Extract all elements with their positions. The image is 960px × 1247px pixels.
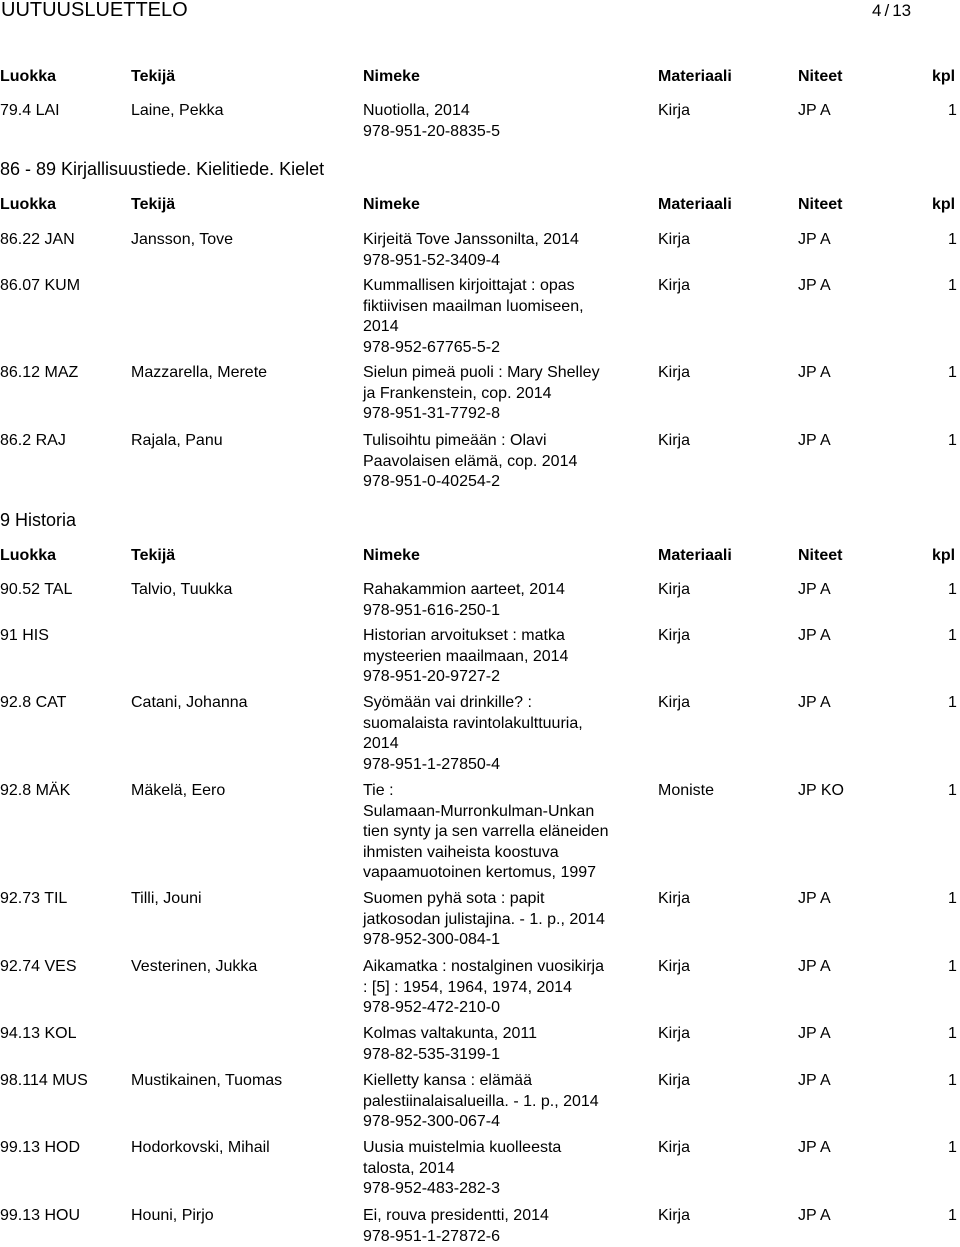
cell-kpl: 1 [948, 1206, 957, 1227]
cell-nimeke [363, 230, 663, 271]
cell-tekija: Mustikainen, Tuomas [131, 1071, 282, 1092]
column-header-niteet: Niteet [798, 194, 842, 216]
cell-materiaali: Kirja [658, 1024, 690, 1045]
cell-materiaali: Moniste [658, 781, 714, 802]
cell-niteet: JP A [798, 1206, 831, 1227]
cell-nimeke-line: Kielletty kansa : elämää [363, 1071, 663, 1092]
cell-nimeke-line: tien synty ja sen varrella eläneiden [363, 822, 663, 843]
cell-kpl: 1 [948, 626, 957, 647]
cell-nimeke-line: suomalaista ravintolakulttuuria, [363, 714, 663, 735]
column-header-row [0, 545, 960, 567]
cell-luokka: 86.07 KUM [0, 276, 80, 297]
cell-nimeke [363, 431, 663, 493]
cell-nimeke-line: Nuotiolla, 2014 [363, 101, 663, 122]
cell-nimeke [363, 889, 663, 951]
cell-materiaali: Kirja [658, 363, 690, 384]
column-header-kpl: kpl [932, 66, 955, 88]
cell-niteet: JP A [798, 276, 831, 297]
cell-luokka: 92.8 MÄK [0, 781, 70, 802]
column-header-row [0, 66, 960, 88]
cell-materiaali: Kirja [658, 230, 690, 251]
cell-materiaali: Kirja [658, 693, 690, 714]
cell-tekija: Vesterinen, Jukka [131, 957, 257, 978]
cell-nimeke-line: mysteerien maailmaan, 2014 [363, 647, 663, 668]
cell-materiaali: Kirja [658, 580, 690, 601]
cell-materiaali: Kirja [658, 957, 690, 978]
cell-kpl: 1 [948, 101, 957, 122]
cell-kpl: 1 [948, 957, 957, 978]
column-header-kpl: kpl [932, 194, 955, 216]
cell-materiaali: Kirja [658, 626, 690, 647]
cell-tekija: Catani, Johanna [131, 693, 248, 714]
cell-kpl: 1 [948, 1071, 957, 1092]
section-title: 9 Historia [0, 509, 76, 531]
cell-kpl: 1 [948, 889, 957, 910]
cell-nimeke-line: Aikamatka : nostalginen vuosikirja [363, 957, 663, 978]
cell-niteet: JP A [798, 1138, 831, 1159]
column-header-tekija: Tekijä [131, 66, 175, 88]
cell-niteet: JP A [798, 1071, 831, 1092]
cell-niteet: JP A [798, 580, 831, 601]
cell-kpl: 1 [948, 431, 957, 452]
column-header-luokka: Luokka [0, 66, 56, 88]
section-title: 86 - 89 Kirjallisuustiede. Kielitiede. Kielet [0, 158, 324, 180]
column-header-niteet: Niteet [798, 66, 842, 88]
column-header-materiaali: Materiaali [658, 194, 732, 216]
column-header-tekija: Tekijä [131, 545, 175, 567]
cell-materiaali: Kirja [658, 431, 690, 452]
cell-materiaali: Kirja [658, 276, 690, 297]
column-header-kpl: kpl [932, 545, 955, 567]
cell-nimeke [363, 626, 663, 688]
cell-nimeke-line: 2014 [363, 317, 663, 338]
cell-nimeke-line: 978-952-472-210-0 [363, 998, 663, 1019]
document-title: UUTUUSLUETTELO [1, 0, 188, 22]
cell-nimeke-line: Uusia muistelmia kuolleesta [363, 1138, 663, 1159]
cell-luokka: 86.22 JAN [0, 230, 75, 251]
cell-nimeke-line: Kummallisen kirjoittajat : opas [363, 276, 663, 297]
cell-tekija: Hodorkovski, Mihail [131, 1138, 270, 1159]
cell-luokka: 98.114 MUS [0, 1071, 88, 1092]
cell-nimeke-line: 978-951-1-27850-4 [363, 755, 663, 776]
cell-nimeke-line: Historian arvoitukset : matka [363, 626, 663, 647]
page-number [872, 0, 911, 22]
cell-nimeke [363, 1071, 663, 1133]
page-current: 4 [872, 1, 881, 20]
cell-luokka: 79.4 LAI [0, 101, 60, 122]
cell-kpl: 1 [948, 230, 957, 251]
column-header-luokka: Luokka [0, 194, 56, 216]
cell-kpl: 1 [948, 781, 957, 802]
cell-tekija: Rajala, Panu [131, 431, 223, 452]
cell-tekija: Jansson, Tove [131, 230, 233, 251]
page-total: 13 [892, 1, 911, 20]
cell-materiaali: Kirja [658, 1138, 690, 1159]
cell-nimeke-line: vapaamuotoinen kertomus, 1997 [363, 863, 663, 884]
cell-nimeke-line: jatkosodan julistajina. - 1. p., 2014 [363, 910, 663, 931]
cell-niteet: JP A [798, 1024, 831, 1045]
cell-luokka: 99.13 HOD [0, 1138, 80, 1159]
cell-nimeke [363, 101, 663, 142]
cell-kpl: 1 [948, 363, 957, 384]
cell-tekija: Mazzarella, Merete [131, 363, 267, 384]
cell-nimeke-line: 978-951-0-40254-2 [363, 472, 663, 493]
cell-nimeke-line: ihmisten vaiheista koostuva [363, 843, 663, 864]
cell-tekija: Mäkelä, Eero [131, 781, 225, 802]
cell-nimeke-line: 978-951-52-3409-4 [363, 251, 663, 272]
cell-nimeke-line: 2014 [363, 734, 663, 755]
cell-nimeke-line: Sulamaan-Murronkulman-Unkan [363, 802, 663, 823]
cell-luokka: 91 HIS [0, 626, 49, 647]
cell-kpl: 1 [948, 693, 957, 714]
column-header-nimeke: Nimeke [363, 545, 663, 567]
cell-niteet: JP A [798, 431, 831, 452]
cell-materiaali: Kirja [658, 101, 690, 122]
cell-nimeke-line: fiktiivisen maailman luomiseen, [363, 297, 663, 318]
cell-niteet: JP A [798, 101, 831, 122]
cell-nimeke-line: 978-951-616-250-1 [363, 601, 663, 622]
cell-nimeke [363, 693, 663, 775]
column-header-luokka: Luokka [0, 545, 56, 567]
cell-nimeke-line: 978-952-67765-5-2 [363, 338, 663, 359]
cell-nimeke-line: : [5] : 1954, 1964, 1974, 2014 [363, 978, 663, 999]
cell-nimeke [363, 1138, 663, 1200]
cell-nimeke-line: Paavolaisen elämä, cop. 2014 [363, 452, 663, 473]
cell-kpl: 1 [948, 580, 957, 601]
cell-niteet: JP A [798, 693, 831, 714]
cell-luokka: 92.74 VES [0, 957, 77, 978]
cell-nimeke-line: Rahakammion aarteet, 2014 [363, 580, 663, 601]
cell-nimeke [363, 1206, 663, 1247]
page-separator: / [884, 1, 889, 20]
cell-nimeke-line: palestiinalaisalueilla. - 1. p., 2014 [363, 1092, 663, 1113]
cell-luokka: 92.73 TIL [0, 889, 67, 910]
cell-nimeke-line: 978-952-300-067-4 [363, 1112, 663, 1133]
column-header-nimeke: Nimeke [363, 66, 663, 88]
column-header-materiaali: Materiaali [658, 66, 732, 88]
cell-luokka: 94.13 KOL [0, 1024, 77, 1045]
cell-niteet: JP KO [798, 781, 844, 802]
cell-niteet: JP A [798, 363, 831, 384]
cell-nimeke-line: ja Frankenstein, cop. 2014 [363, 384, 663, 405]
cell-tekija: Tilli, Jouni [131, 889, 202, 910]
column-header-materiaali: Materiaali [658, 545, 732, 567]
column-header-tekija: Tekijä [131, 194, 175, 216]
column-header-niteet: Niteet [798, 545, 842, 567]
cell-niteet: JP A [798, 957, 831, 978]
cell-nimeke-line: 978-82-535-3199-1 [363, 1045, 663, 1066]
cell-nimeke-line: Suomen pyhä sota : papit [363, 889, 663, 910]
cell-niteet: JP A [798, 230, 831, 251]
cell-nimeke-line: 978-951-20-8835-5 [363, 122, 663, 143]
cell-nimeke [363, 580, 663, 621]
cell-luokka: 86.12 MAZ [0, 363, 78, 384]
cell-nimeke [363, 363, 663, 425]
cell-kpl: 1 [948, 1024, 957, 1045]
cell-nimeke [363, 1024, 663, 1065]
cell-nimeke [363, 957, 663, 1019]
cell-nimeke-line: 978-951-1-27872-6 [363, 1227, 663, 1247]
cell-luokka: 86.2 RAJ [0, 431, 66, 452]
column-header-row [0, 194, 960, 216]
cell-nimeke-line: Kolmas valtakunta, 2011 [363, 1024, 663, 1045]
cell-nimeke-line: Tie : [363, 781, 663, 802]
cell-niteet: JP A [798, 626, 831, 647]
cell-luokka: 90.52 TAL [0, 580, 72, 601]
cell-nimeke-line: 978-951-20-9727-2 [363, 667, 663, 688]
cell-tekija: Talvio, Tuukka [131, 580, 232, 601]
cell-nimeke-line: 978-952-483-282-3 [363, 1179, 663, 1200]
cell-nimeke [363, 781, 663, 884]
cell-materiaali: Kirja [658, 1206, 690, 1227]
cell-kpl: 1 [948, 276, 957, 297]
cell-nimeke-line: Ei, rouva presidentti, 2014 [363, 1206, 663, 1227]
cell-nimeke-line: 978-952-300-084-1 [363, 930, 663, 951]
cell-luokka: 92.8 CAT [0, 693, 66, 714]
cell-nimeke-line: Sielun pimeä puoli : Mary Shelley [363, 363, 663, 384]
cell-nimeke-line: 978-951-31-7792-8 [363, 404, 663, 425]
cell-kpl: 1 [948, 1138, 957, 1159]
cell-nimeke-line: Syömään vai drinkille? : [363, 693, 663, 714]
cell-tekija: Laine, Pekka [131, 101, 224, 122]
column-header-nimeke: Nimeke [363, 194, 663, 216]
cell-luokka: 99.13 HOU [0, 1206, 80, 1227]
cell-nimeke [363, 276, 663, 358]
cell-materiaali: Kirja [658, 1071, 690, 1092]
cell-nimeke-line: talosta, 2014 [363, 1159, 663, 1180]
cell-materiaali: Kirja [658, 889, 690, 910]
cell-nimeke-line: Kirjeitä Tove Janssonilta, 2014 [363, 230, 663, 251]
cell-niteet: JP A [798, 889, 831, 910]
cell-tekija: Houni, Pirjo [131, 1206, 214, 1227]
cell-nimeke-line: Tulisoihtu pimeään : Olavi [363, 431, 663, 452]
